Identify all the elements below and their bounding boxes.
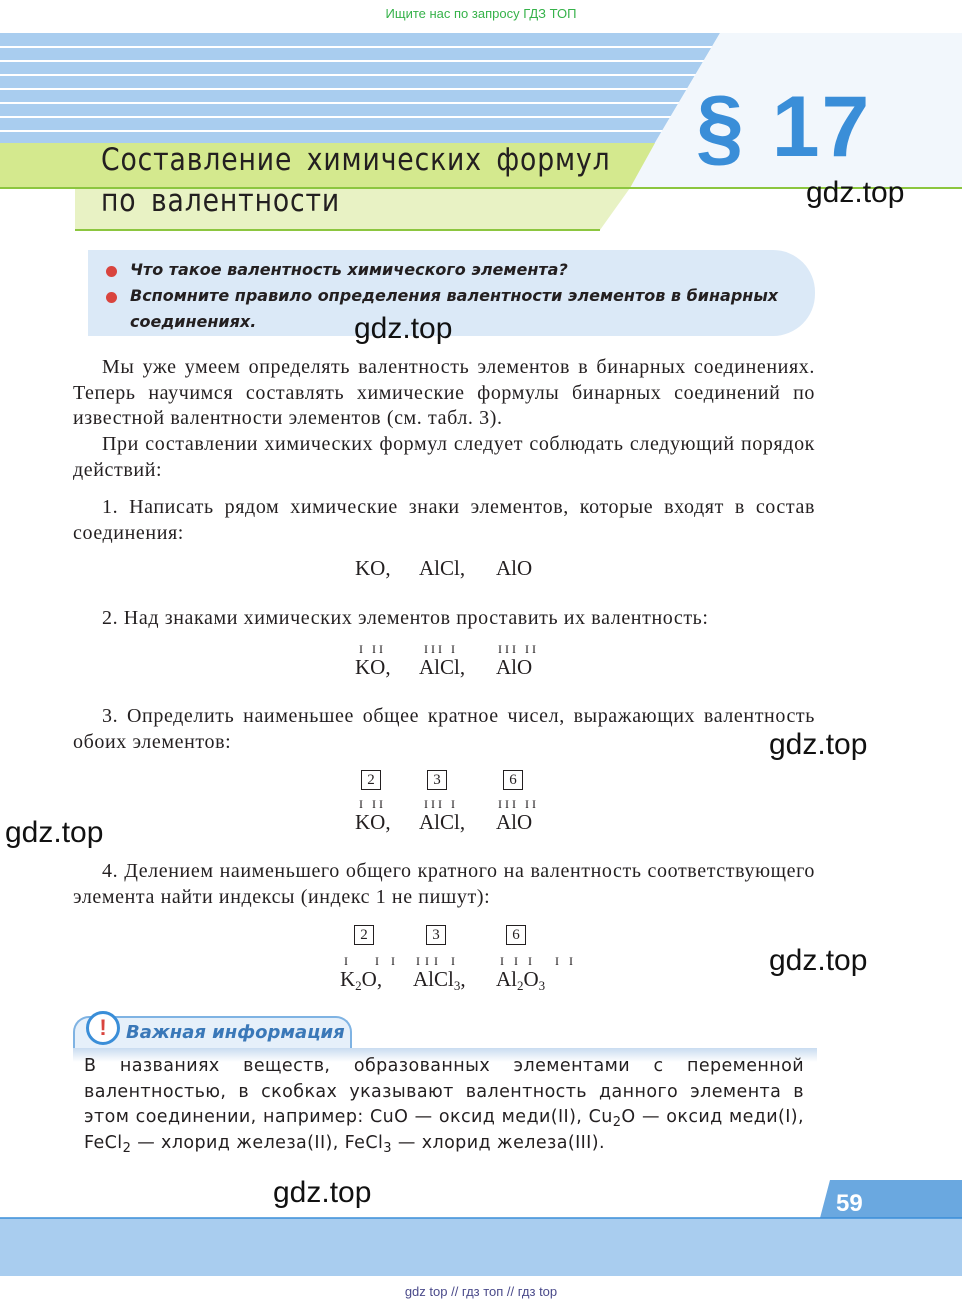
formula-part: O, [361,967,383,991]
order-paragraph: При составлении химических формул следует соблюдать следующий порядок действий: [73,433,815,481]
formula-row-3 [300,770,662,836]
exclamation-icon: ! [86,1011,120,1045]
valence-label: III II [498,797,539,811]
intro-paragraph: Мы уже умеем определять валентность элементов в бинарных соединениях. Теперь научимся составлять химические формулы бинарных соединений по известной валентности элементов (см. табл. 3). [73,356,815,429]
lcm-box: 2 [361,770,381,790]
lcm-box: 3 [427,770,447,790]
formula-part: Al [496,967,517,991]
formula: AlO [496,556,533,580]
info-text-part: В названиях веществ, образованных элементами с переменной валентностью, в скобках указывают валентность данного элемента в этом соединении, например: CuO — оксид меди(II), Cu [84,1056,804,1127]
page-title [101,140,610,222]
info-text-part: O — оксид меди(I), FeCl [84,1107,804,1153]
section-number: § 17 [696,79,872,175]
lcm-box: 3 [426,925,446,945]
valence-label: I II [359,797,386,811]
formula-row-2 [300,642,662,682]
valence-label: I II [359,642,386,656]
question-item: Вспомните правило определения валентности элементов в бинарных соединениях. [130,283,790,335]
watermark: gdz.top [769,728,868,761]
watermark: gdz.top [5,816,104,849]
subscript: 3 [538,978,546,993]
watermark: gdz.top [354,312,453,345]
formula: AlCl, [419,655,466,679]
valence-label: III I [424,642,458,656]
important-title: Важная информация [126,1022,345,1043]
formula-k2o [340,967,382,992]
formula: KO, [355,810,391,834]
watermark: gdz.top [769,944,868,977]
step-2: 2. Над знаками химических элементов проставить их валентность: [102,607,709,629]
formula-al2o3 [496,967,545,992]
step-3: 3. Определить наименьшее общее кратное чисел, выражающих валентность обоих элементов: [73,705,815,753]
formula: AlCl, [419,810,466,834]
footer-band [0,1180,962,1280]
formula-row-1 [300,556,662,586]
important-text [84,1054,804,1156]
question-item: Что такое валентность химического элемента? [130,257,790,283]
formula: AlO [496,810,533,834]
subscript: 3 [453,978,461,993]
title-line-2: по валентности [101,183,341,219]
formula: KO, [355,556,391,580]
valence-label: III II [500,954,583,968]
info-text-part: — хлорид железа(III). [391,1132,605,1153]
formula-part: K [340,967,356,991]
subscript: 2 [612,1115,622,1130]
lcm-box: 6 [503,770,523,790]
subscript: 2 [122,1140,132,1156]
lcm-box: 6 [506,925,526,945]
formula: AlCl, [419,556,466,580]
title-line-1: Составление химических формул [101,142,611,178]
valence-label: III I [424,797,458,811]
watermark: gdz.top [273,1176,372,1209]
subscript: 2 [517,978,524,993]
lcm-box: 2 [354,925,374,945]
subscript: 2 [355,978,362,993]
formula-alcl3 [413,967,466,992]
formula-part: AlCl [413,967,454,991]
step-1: 1. Написать рядом химические знаки элементов, которые входят в состав соединения: [73,496,815,544]
search-banner[interactable]: Ищите нас по запросу ГДЗ ТОП [385,6,577,21]
formula-part: , [460,967,466,991]
valence-label: III II [498,642,539,656]
formula: AlO [496,655,533,679]
step-4: 4. Делением наименьшего общего кратного на валентность соответствующего элемента найти индексы (индекс 1 не пишут): [73,860,815,908]
subscript: 3 [383,1140,392,1156]
footer-links[interactable]: gdz top // гдз топ // гдз top [404,1284,558,1299]
formula-part: O [523,967,539,991]
formula-row-4 [300,925,662,995]
valence-label: III I [416,954,460,968]
valence-label: I II [344,954,407,968]
info-text-part: — хлорид железа(II), FeCl [131,1132,384,1153]
watermark: gdz.top [806,176,905,209]
formula: KO, [355,655,391,679]
page-number: 59 [836,1190,863,1217]
